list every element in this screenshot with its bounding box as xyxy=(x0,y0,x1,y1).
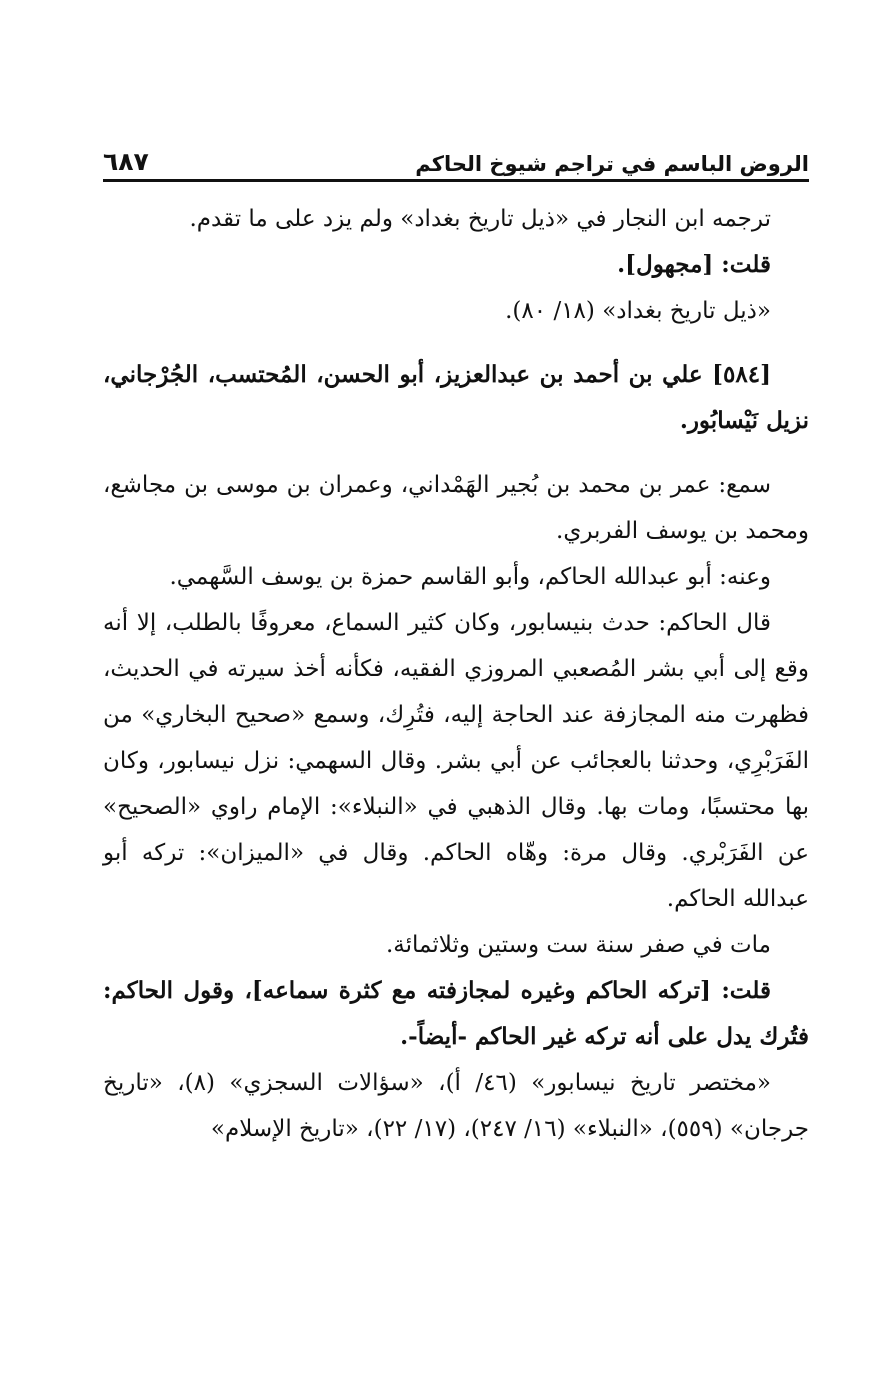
page-number: ٦٨٧ xyxy=(103,147,149,176)
entry-sources: «مختصر تاريخ نيسابور» (٤٦/ أ)، «سؤالات السجزي» (٨)، «تاريخ جرجان» (٥٥٩)، «النبلاء» (١٦/ ٢٤٧)، (١٧/ ٢٢)، «تاريخ الإسلام» xyxy=(103,1070,809,1142)
entry-heading: [٥٨٤] علي بن أحمد بن عبدالعزيز، أبو الحسن، المُحتسب، الجُرْجاني، نزيل نَيْسابُور. xyxy=(103,361,809,434)
death-date: مات في صفر سنة ست وستين وثلاثمائة. xyxy=(385,932,771,958)
header-rule xyxy=(103,179,809,182)
prev-verdict: قلت: [مجهول]. xyxy=(617,251,771,278)
page-body xyxy=(103,196,809,1256)
book-title: الروض الباسم في تراجم شيوخ الحاكم xyxy=(415,152,809,176)
narrators: وعنه: أبو عبدالله الحاكم، وأبو القاسم حمزة بن يوسف السَّهمي. xyxy=(169,564,771,590)
prev-biography: ترجمه ابن النجار في «ذيل تاريخ بغداد» ولم يزد على ما تقدم. xyxy=(189,206,771,232)
entry-verdict: قلت: [تركه الحاكم وغيره لمجازفته مع كثرة سماعه]، وقول الحاكم: فتُرك يدل على أنه تركه غير الحاكم -أيضاً-. xyxy=(103,977,809,1050)
running-header xyxy=(103,130,809,176)
hakim-quote: قال الحاكم: حدث بنيسابور، وكان كثير السماع، معروفًا بالطلب، إلا أنه وقع إلى أبي بشر المُصعبي المروزي الفقيه، فكأنه أخذ سيرته في الحديث، فظهرت منه المجازفة عند الحاجة إليه، فتُرِك، وسمع «صحيح البخاري» من الفَرَبْرِي، وحدثنا بالعجائب عن أبي بشر. وقال السهمي: نزل نيسابور، وكان بها محتسبًا، ومات بها. وقال الذهبي في «النبلاء»: الإمام راوي «الصحيح» عن الفَرَبْري. وقال مرة: وهّاه الحاكم. وقال في «الميزان»: تركه أبو عبدالله الحاكم. xyxy=(103,610,810,912)
heard-from: سمع: عمر بن محمد بن بُجير الهَمْداني، وعمران بن موسى بن مجاشع، ومحمد بن يوسف الفربري. xyxy=(103,472,809,544)
prev-source: «ذيل تاريخ بغداد» (١٨/ ٨٠). xyxy=(505,298,771,324)
